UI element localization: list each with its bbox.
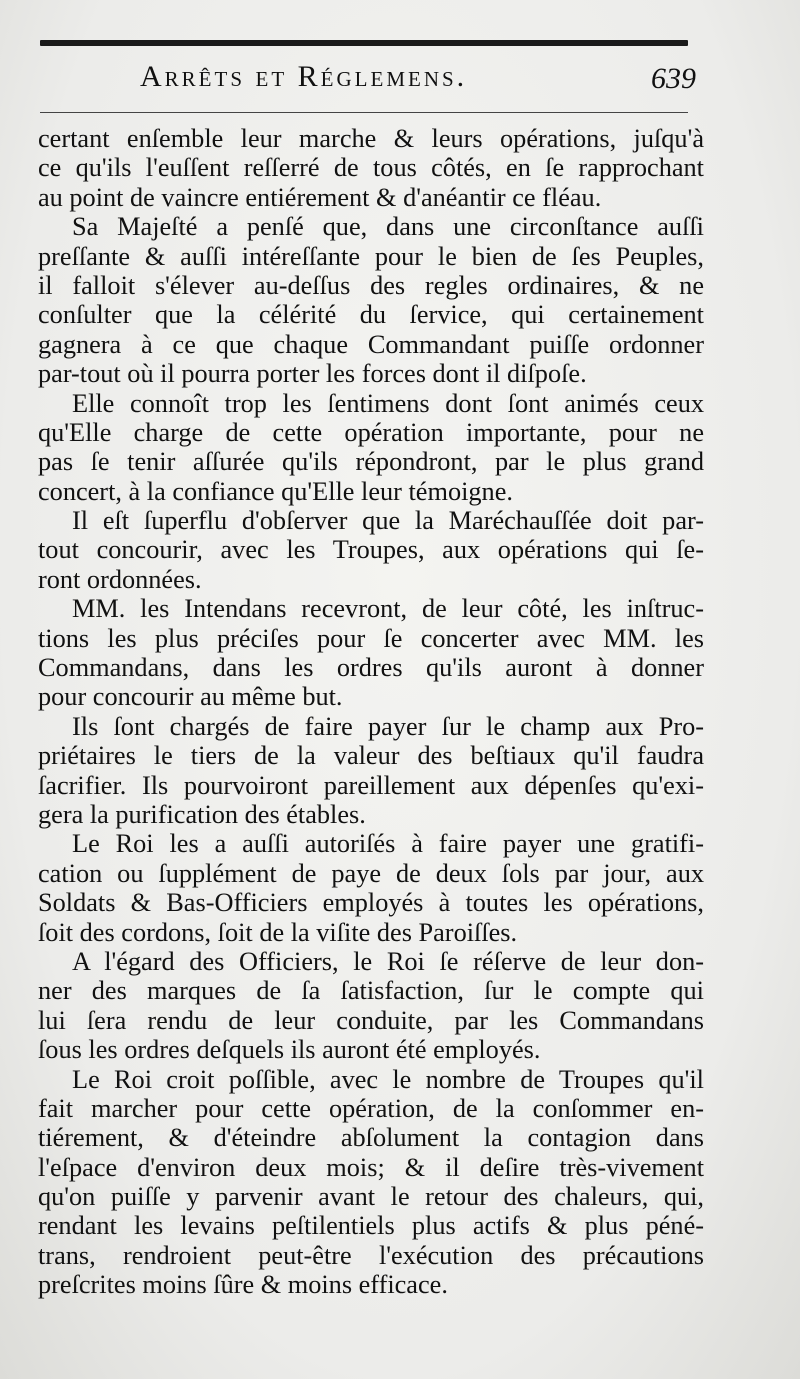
text-line: Le Roi croit poſſible, avec le nombre de Troupes qu'il xyxy=(72,1064,704,1094)
text-line: gagnera à ce que chaque Commandant puiſſe ordonner xyxy=(38,329,704,359)
text-line: MM. les Intendans recevront, de leur côté, les inſtruc- xyxy=(72,594,704,624)
text-line: ſous les ordres deſquels ils auront été employés. xyxy=(38,1035,541,1065)
text-line: Commandans, dans les ordres qu'ils auront à donner xyxy=(38,653,704,683)
text-line: qu'on puiſſe y parvenir avant le retour des chaleurs, qui, xyxy=(38,1182,704,1212)
text-line: pas ſe tenir aſſurée qu'ils répondront, par le plus grand xyxy=(38,447,704,477)
text-line: gera la purification des étables. xyxy=(38,799,366,829)
text-line: ront ordonnées. xyxy=(38,564,202,594)
text-line: preſſante & auſſi intéreſſante pour le bien de ſes Peuples, xyxy=(38,241,704,271)
page-number: 639 xyxy=(651,62,696,95)
text-line: ſoit des cordons, ſoit de la viſite des Paroiſſes. xyxy=(38,917,518,947)
text-line: certant enſemble leur marche & leurs opérations, juſqu'à xyxy=(38,124,704,153)
text-line: priétaires le tiers de la valeur des beſtiaux qu'il faudra xyxy=(38,741,704,771)
text-line: Il eſt ſuperflu d'obſerver que la Maréchauſſée doit par- xyxy=(72,506,704,536)
text-line: l'eſpace d'environ deux mois; & il deſire très-vivement xyxy=(38,1152,704,1182)
running-title: Arrêts et Réglemens. xyxy=(140,60,468,93)
text-line: Elle connoît trop les ſentimens dont ſont animés ceux xyxy=(72,388,704,418)
text-line: pour concourir au même but. xyxy=(38,682,343,712)
text-line: il falloit s'élever au-deſſus des regles ordinaires, & ne xyxy=(38,270,704,300)
body-text xyxy=(38,124,704,1300)
text-line: fait marcher pour cette opération, de la conſommer en- xyxy=(38,1093,704,1123)
text-line: tiérement, & d'éteindre abſolument la contagion dans xyxy=(38,1123,704,1153)
text-line: A l'égard des Officiers, le Roi ſe réſerve de leur don- xyxy=(72,946,704,976)
text-line: au point de vaincre entiérement & d'anéantir ce fléau. xyxy=(38,182,602,212)
running-header xyxy=(140,60,696,104)
text-line: rendant les levains peſtilentiels plus actifs & plus péné- xyxy=(38,1211,704,1241)
text-line: ner des marques de ſa ſatisfaction, ſur le compte qui xyxy=(38,976,704,1006)
text-line: trans, rendroient peut-être l'exécution des précautions xyxy=(38,1240,704,1270)
text-line: ce qu'ils l'euſſent reſſerré de tous côtés, en ſe rapprochant xyxy=(38,153,704,183)
text-line: Sa Majeſté a penſé que, dans une circonſtance auſſi xyxy=(72,212,704,242)
text-line: concert, à la confiance qu'Elle leur témoigne. xyxy=(38,476,513,506)
text-line: lui ſera rendu de leur conduite, par les Commandans xyxy=(38,1005,704,1035)
text-line: Ils ſont chargés de faire payer ſur le champ aux Pro- xyxy=(72,711,704,741)
text-line: par-tout où il pourra porter les forces dont il diſpoſe. xyxy=(38,359,587,389)
text-line: preſcrites moins ſûre & moins efficace. xyxy=(38,1270,448,1300)
text-line: tout concourir, avec les Troupes, aux opérations qui ſe- xyxy=(38,535,704,565)
text-line: cation ou ſupplément de paye de deux ſols par jour, aux xyxy=(38,858,704,888)
text-line: Le Roi les a auſſi autoriſés à faire payer une gratifi- xyxy=(72,829,704,859)
text-line: Soldats & Bas-Officiers employés à toutes les opérations, xyxy=(38,888,704,918)
header-bottom-rule xyxy=(40,112,688,113)
header-top-rule xyxy=(40,40,688,46)
text-line: conſulter que la célérité du ſervice, qui certainement xyxy=(38,300,704,330)
text-line: qu'Elle charge de cette opération importante, pour ne xyxy=(38,417,704,447)
text-line: tions les plus préciſes pour ſe concerter avec MM. les xyxy=(38,623,704,653)
text-line: ſacrifier. Ils pourvoiront pareillement aux dépenſes qu'exi- xyxy=(38,770,704,800)
